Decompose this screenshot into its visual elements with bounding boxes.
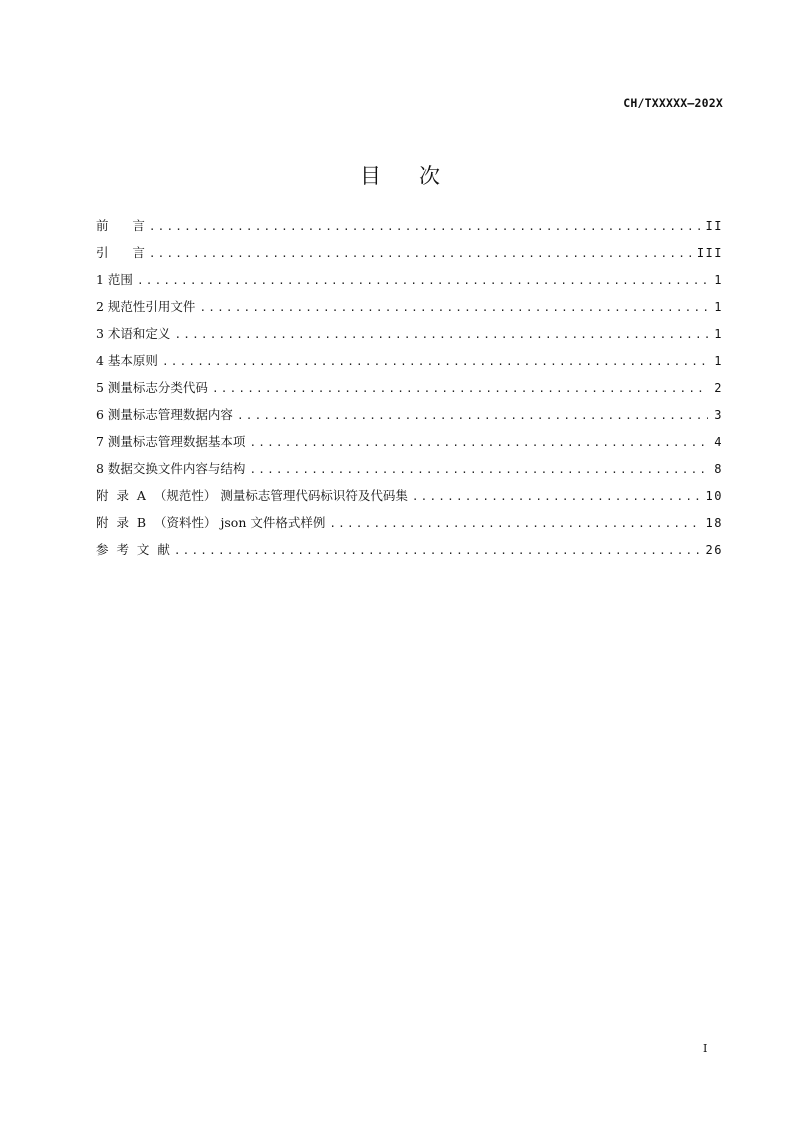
toc-entry-label: 引 言 bbox=[96, 245, 145, 260]
toc-dot-leader bbox=[199, 301, 708, 314]
toc-entry-appendix-a[interactable] bbox=[96, 486, 723, 513]
toc-entry-label: 4 基本原则 bbox=[96, 353, 158, 368]
toc-entry-page: 4 bbox=[714, 435, 723, 449]
toc-dot-leader bbox=[174, 328, 708, 341]
toc-entry-label: 3 术语和定义 bbox=[96, 326, 171, 341]
toc-entry-page: 1 bbox=[714, 273, 723, 287]
toc-entry-label: 1 范围 bbox=[96, 272, 133, 287]
toc-entry-management-data-basic-items[interactable] bbox=[96, 432, 723, 459]
toc-entry-label: 2 规范性引用文件 bbox=[96, 299, 196, 314]
toc-entry-page: 3 bbox=[714, 408, 723, 422]
toc-entry-label: 参 考 文 献 bbox=[96, 542, 170, 557]
toc-entry-exchange-file-structure[interactable] bbox=[96, 459, 723, 486]
toc-dot-leader bbox=[249, 463, 708, 476]
toc-entry-page: 26 bbox=[705, 543, 723, 557]
toc-dot-leader bbox=[137, 274, 708, 287]
toc-entry-classification-codes[interactable] bbox=[96, 378, 723, 405]
toc-entry-label: 8 数据交换文件内容与结构 bbox=[96, 461, 246, 476]
toc-entry-page: 8 bbox=[714, 462, 723, 476]
toc-dot-leader bbox=[237, 409, 708, 422]
toc-entry-basic-principles[interactable] bbox=[96, 351, 723, 378]
toc-dot-leader bbox=[162, 355, 708, 368]
toc-dot-leader bbox=[412, 490, 700, 503]
toc-entry-normative-references[interactable] bbox=[96, 297, 723, 324]
toc-dot-leader bbox=[149, 247, 691, 260]
toc-entry-page: III bbox=[696, 246, 723, 260]
toc-entry-terms-definitions[interactable] bbox=[96, 324, 723, 351]
toc-dot-leader bbox=[329, 517, 699, 530]
toc-entry-page: 10 bbox=[705, 489, 723, 503]
toc-entry-bibliography[interactable] bbox=[96, 540, 723, 567]
table-of-contents bbox=[96, 216, 723, 567]
toc-dot-leader bbox=[149, 220, 700, 233]
toc-title: 目次 bbox=[360, 164, 478, 188]
toc-entry-page: 18 bbox=[705, 516, 723, 530]
toc-dot-leader bbox=[249, 436, 708, 449]
document-code: CH/TXXXXX—202X bbox=[623, 96, 723, 110]
toc-entry-scope[interactable] bbox=[96, 270, 723, 297]
toc-entry-label: 前 言 bbox=[96, 218, 145, 233]
toc-entry-page: 1 bbox=[714, 354, 723, 368]
toc-entry-label: 附 录 A （规范性） 测量标志管理代码标识符及代码集 bbox=[96, 488, 408, 503]
toc-dot-leader bbox=[174, 544, 700, 557]
toc-entry-page: 2 bbox=[714, 381, 723, 395]
page-number: I bbox=[703, 1042, 708, 1055]
toc-entry-page: 1 bbox=[714, 300, 723, 314]
toc-entry-foreword[interactable] bbox=[96, 216, 723, 243]
toc-entry-introduction[interactable] bbox=[96, 243, 723, 270]
toc-entry-page: II bbox=[705, 219, 723, 233]
toc-entry-management-data-content[interactable] bbox=[96, 405, 723, 432]
toc-entry-label: 5 测量标志分类代码 bbox=[96, 380, 208, 395]
toc-entry-label: 7 测量标志管理数据基本项 bbox=[96, 434, 246, 449]
toc-dot-leader bbox=[212, 382, 708, 395]
toc-entry-appendix-b[interactable] bbox=[96, 513, 723, 540]
toc-entry-label: 附 录 B （资料性） json 文件格式样例 bbox=[96, 515, 326, 530]
toc-entry-label: 6 测量标志管理数据内容 bbox=[96, 407, 233, 422]
toc-entry-page: 1 bbox=[714, 327, 723, 341]
